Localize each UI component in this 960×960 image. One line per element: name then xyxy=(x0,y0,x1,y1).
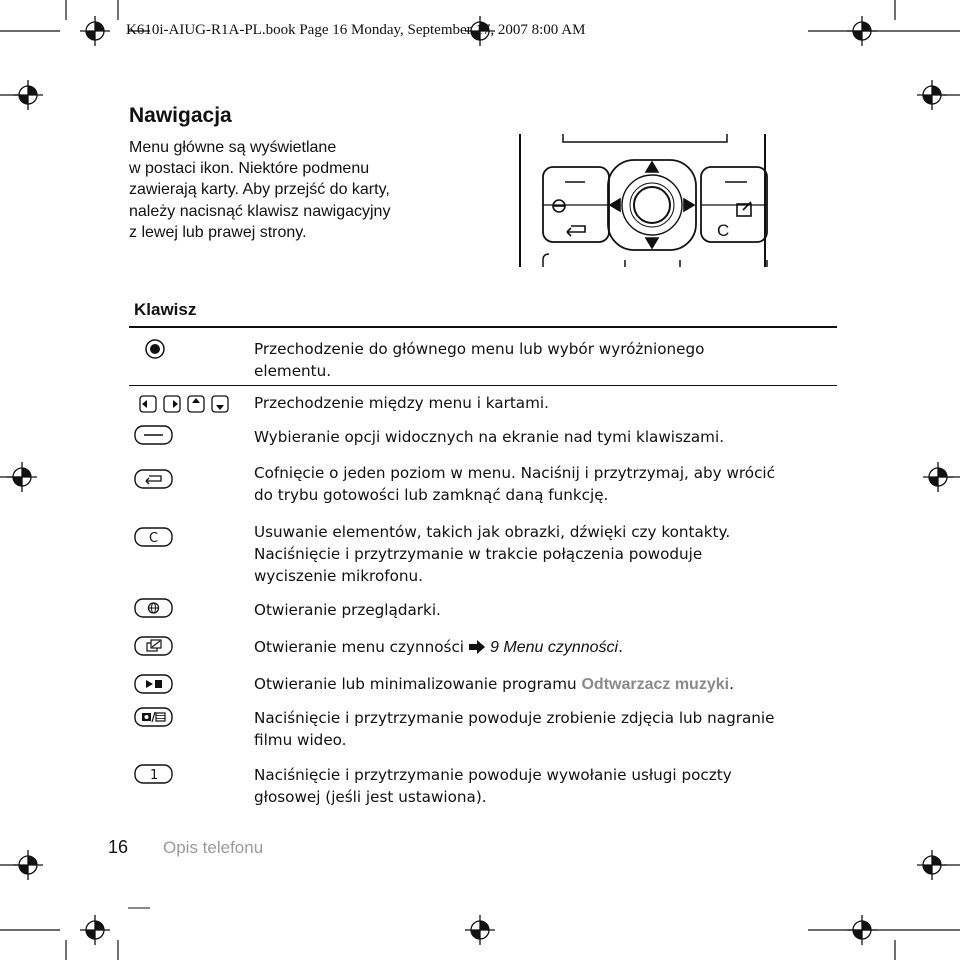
key-description-row xyxy=(254,636,834,659)
row-divider xyxy=(129,385,837,386)
clear-key-icon xyxy=(134,526,174,548)
description-line: Naciśnięcie i przytrzymanie w trakcie połączenia powoduje xyxy=(254,545,703,563)
intro-line: w postaci ikon. Niektóre podmenu xyxy=(129,160,370,178)
page-section-name: Opis telefonu xyxy=(163,838,264,857)
description-line: do trybu gotowości lub zamknąć daną funkcję. xyxy=(254,486,609,504)
internet-key-icon xyxy=(134,597,174,619)
description-line xyxy=(254,673,834,696)
navigation-direction-keys-icon xyxy=(136,393,236,415)
c-key-label: C xyxy=(717,221,730,240)
phone-keypad-illustration xyxy=(515,132,775,272)
voicemail-key-icon xyxy=(134,763,174,785)
key-description-row xyxy=(254,599,834,621)
cross-reference-arrow-icon xyxy=(468,640,486,654)
key-description-row xyxy=(254,707,834,751)
key-description-row xyxy=(254,673,834,696)
key-description-row xyxy=(254,426,834,448)
section-title: Nawigacja xyxy=(129,104,232,127)
play-pause-key-icon xyxy=(134,673,174,695)
description-line: Przechodzenie między menu i kartami. xyxy=(254,394,549,412)
description-line: Cofnięcie o jeden poziom w menu. Naciśnij i przytrzymaj, aby wrócić xyxy=(254,464,776,482)
book-header-line: K610i-AIUG-R1A-PL.book Page 16 Monday, September 17, 2007 8:00 AM xyxy=(126,22,586,38)
description-text: Otwieranie menu czynności xyxy=(254,638,465,656)
intro-line: zawierają karty. Aby przejść do karty, xyxy=(129,181,390,199)
description-line: Naciśnięcie i przytrzymanie powoduje zrobienie zdjęcia lub nagranie xyxy=(254,709,775,727)
description-line xyxy=(254,636,834,659)
voicemail-key-label: 1 xyxy=(150,768,159,783)
intro-line: z lewej lub prawej strony. xyxy=(129,223,307,241)
key-description-row xyxy=(254,338,834,382)
key-description-row xyxy=(254,521,834,587)
description-line: filmu wideo. xyxy=(254,731,347,749)
music-player-highlight: Odtwarzacz muzyki xyxy=(581,676,730,693)
description-line: Usuwanie elementów, takich jak obrazki, dźwięki czy kontakty. xyxy=(254,523,731,541)
intro-line: Menu główne są wyświetlane xyxy=(129,139,337,156)
navigation-center-key-icon xyxy=(144,338,166,360)
description-line: Otwieranie przeglądarki. xyxy=(254,601,441,619)
description-line: Naciśnięcie i przytrzymanie powoduje wywołanie usługi poczty xyxy=(254,766,732,784)
table-rule xyxy=(129,326,837,328)
selection-key-icon xyxy=(134,424,174,446)
camera-key-icon xyxy=(134,706,174,728)
key-description-row xyxy=(254,764,834,808)
description-line: wyciszenie mikrofonu. xyxy=(254,567,423,585)
key-table-header: Klawisz xyxy=(134,300,197,319)
intro-line: należy nacisnąć klawisz nawigacyjny xyxy=(129,202,391,220)
description-text: Otwieranie lub minimalizowanie programu xyxy=(254,675,582,693)
description-line: Wybieranie opcji widocznych na ekranie nad tymi klawiszami. xyxy=(254,428,725,446)
description-suffix: . xyxy=(618,638,623,656)
back-key-icon xyxy=(134,468,174,490)
section-intro xyxy=(129,137,469,243)
clear-key-label: C xyxy=(149,531,159,546)
description-suffix: . xyxy=(729,675,734,693)
description-line: Przechodzenie do głównego menu lub wybór wyróżnionego xyxy=(254,340,705,358)
cross-reference-link[interactable]: 9 Menu czynności xyxy=(490,639,619,656)
description-line: głosowej (jeśli jest ustawiona). xyxy=(254,788,487,806)
page-number: 16 xyxy=(108,837,129,857)
activity-menu-key-icon xyxy=(134,635,174,657)
description-line: elementu. xyxy=(254,362,332,380)
key-description-row xyxy=(254,462,834,506)
key-description-row xyxy=(254,392,834,414)
